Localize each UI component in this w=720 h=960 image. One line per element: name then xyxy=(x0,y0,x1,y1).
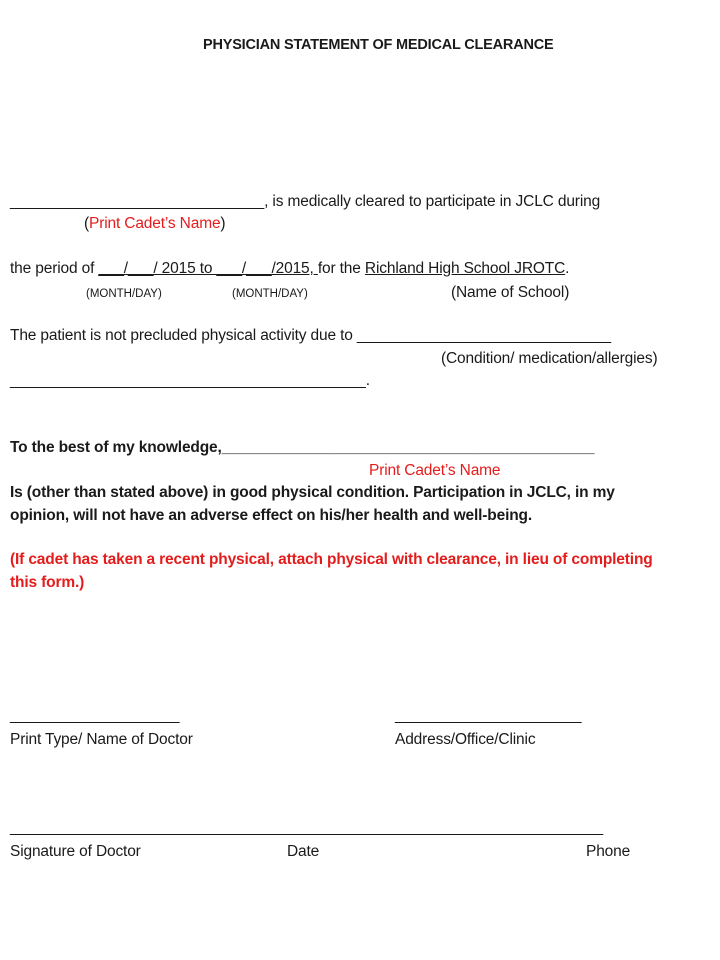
doctor-name-label: Print Type/ Name of Doctor xyxy=(10,731,193,748)
school-name-hint: (Name of School) xyxy=(451,284,570,301)
date-label: Date xyxy=(287,843,320,860)
period-for: for the xyxy=(317,260,365,277)
cadet-name-hint-text: Print Cadet’s Name xyxy=(89,215,221,232)
condition-blank-line[interactable]: __________________________________________. xyxy=(10,372,370,389)
condition-hint: (Condition/ medication/allergies) xyxy=(441,350,658,367)
condition-statement-line-1: Is (other than stated above) in good physical condition. Participation in JCLC, in my xyxy=(10,484,615,501)
phone-label: Phone xyxy=(586,843,631,860)
form-title: PHYSICIAN STATEMENT OF MEDICAL CLEARANCE xyxy=(203,37,554,53)
knowledge-cadet-name-hint: Print Cadet’s Name xyxy=(369,462,501,479)
period-line: the period of ___/___/ 2015 to ___/___/2015, for the Richland High School JROTC. xyxy=(10,260,570,277)
signature-blank[interactable]: ______________________________________________________________________ xyxy=(10,819,603,836)
cadet-name-clearance-line[interactable]: ______________________________, is medically cleared to participate in JCLC during xyxy=(10,193,601,210)
not-precluded-line[interactable]: The patient is not precluded physical activity due to ______________________________ xyxy=(10,327,611,344)
signature-label: Signature of Doctor xyxy=(10,843,141,860)
month-day-hint-2: (MONTH/DAY) xyxy=(232,288,308,300)
physical-note-line-2: this form.) xyxy=(10,574,85,591)
doctor-name-blank[interactable]: ____________________ xyxy=(10,707,180,724)
knowledge-line[interactable]: To the best of my knowledge,____________________________________________ xyxy=(10,439,595,456)
address-label: Address/Office/Clinic xyxy=(395,731,536,748)
school-name-field[interactable]: Richland High School JROTC xyxy=(364,260,566,277)
physical-note-line-1: (If cadet has taken a recent physical, attach physical with clearance, in lieu of completing xyxy=(10,551,653,568)
month-day-hint-1: (MONTH/DAY) xyxy=(86,288,162,300)
address-blank[interactable]: ______________________ xyxy=(395,707,582,724)
period-prefix: the period of xyxy=(10,260,99,277)
condition-statement-line-2: opinion, will not have an adverse effect on his/her health and well-being. xyxy=(10,507,533,524)
cadet-name-hint: (Print Cadet’s Name) xyxy=(84,215,226,232)
period-dates-field[interactable]: ___/___/ 2015 to ___/___/2015, xyxy=(98,260,318,277)
